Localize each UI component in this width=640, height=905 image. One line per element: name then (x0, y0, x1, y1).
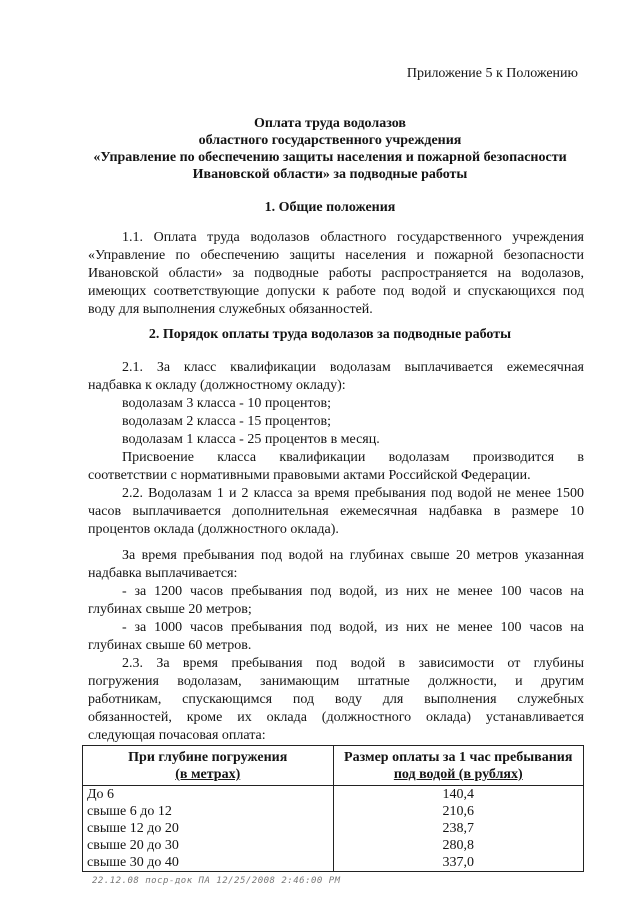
paragraph-line: 1.1. Оплата труда водолазов областного государственного учреждения (122, 230, 584, 245)
section-2-heading: 2. Порядок оплаты труда водолазов за подводные работы (148, 327, 512, 342)
depth-cell: свыше 12 до 20 (83, 820, 334, 837)
paragraph-line: - за 1200 часов пребывания под водой, из них не менее 100 часов на (122, 584, 584, 599)
paragraph-line: часов выплачивается дополнительная ежемесячная надбавка в размере 10 (88, 504, 584, 519)
paragraph-line: Ивановской области» за подводные работы распространяется на водолазов, (88, 266, 584, 281)
table-row (83, 854, 584, 872)
title-line: Ивановской области» за подводные работы (192, 167, 468, 182)
paragraph-line: погружения водолазам, занимающим штатные должности, и другим (88, 674, 584, 689)
appendix-label: Приложение 5 к Положению (406, 66, 578, 81)
document-title (80, 115, 580, 183)
rate-cell: 210,6 (333, 803, 584, 820)
paragraph-line: имеющих соответствующие допуски к работе под водой и спускающихся под (88, 284, 584, 299)
rate-cell: 337,0 (333, 854, 584, 872)
paragraph-line: надбавка к окладу (должностному окладу): (88, 378, 346, 393)
paragraph-line: надбавка выплачивается: (88, 566, 238, 581)
depth-column-header: При глубине погружения (в метрах) (83, 746, 334, 786)
paragraph-line: глубинах свыше 60 метров. (88, 638, 252, 653)
paragraph-line: «Управление по обеспечению защиты населения и пожарной безопасности (88, 248, 584, 263)
paragraph-line: процентов оклада (должностного оклада). (88, 522, 339, 537)
paragraph-line: работникам, спускающимся под воду для выполнения служебных (88, 692, 584, 707)
footer-print-stamp: 22.12.08 поср-док ПА 12/25/2008 2:46:00 PM (92, 876, 341, 886)
rate-cell: 140,4 (333, 786, 584, 804)
rate-cell: 238,7 (333, 820, 584, 837)
paragraph-line: воду для выполнения служебных обязанностей. (88, 302, 373, 317)
title-line: областного государственного учреждения (198, 133, 462, 148)
depth-cell: свыше 30 до 40 (83, 854, 334, 872)
paragraph-line: обязанностей, кроме их оклада (должностного оклада) устанавливается (88, 710, 584, 725)
table-row (83, 820, 584, 837)
rate-column-header: Размер оплаты за 1 час пребывания под водой (в рублях) (333, 746, 584, 786)
depth-cell: свыше 6 до 12 (83, 803, 334, 820)
paragraph-line: глубинах свыше 20 метров; (88, 602, 252, 617)
depth-cell: До 6 (83, 786, 334, 804)
paragraph-line: водолазам 3 класса - 10 процентов; (122, 396, 331, 411)
paragraph-line: водолазам 1 класса - 25 процентов в месяц. (122, 432, 380, 447)
paragraph-line: За время пребывания под водой на глубинах свыше 20 метров указанная (122, 548, 584, 563)
paragraph-line: 2.1. За класс квалификации водолазам выплачивается ежемесячная (122, 360, 584, 375)
section-1-heading: 1. Общие положения (264, 200, 396, 215)
paragraph-line: Присвоение класса квалификации водолазам производится в (122, 450, 584, 465)
paragraph-line: - за 1000 часов пребывания под водой, из них не менее 100 часов на (122, 620, 584, 635)
table-row (83, 837, 584, 854)
paragraph-line: 2.2. Водолазам 1 и 2 класса за время пребывания под водой не менее 1500 (122, 486, 584, 501)
table-header-row (83, 746, 584, 786)
table-row (83, 803, 584, 820)
paragraph-line: следующая почасовая оплата: (88, 728, 266, 743)
paragraph-line: водолазам 2 класса - 15 процентов; (122, 414, 331, 429)
title-line: Оплата труда водолазов (254, 116, 406, 131)
paragraph-line: соответствии с нормативными правовыми актами Российской Федерации. (88, 468, 531, 483)
paragraph-line: 2.3. За время пребывания под водой в зависимости от глубины (122, 656, 584, 671)
rate-cell: 280,8 (333, 837, 584, 854)
hourly-rate-table (82, 745, 584, 872)
table-row (83, 786, 584, 804)
title-line: «Управление по обеспечению защиты населения и пожарной безопасности (93, 150, 567, 165)
depth-cell: свыше 20 до 30 (83, 837, 334, 854)
